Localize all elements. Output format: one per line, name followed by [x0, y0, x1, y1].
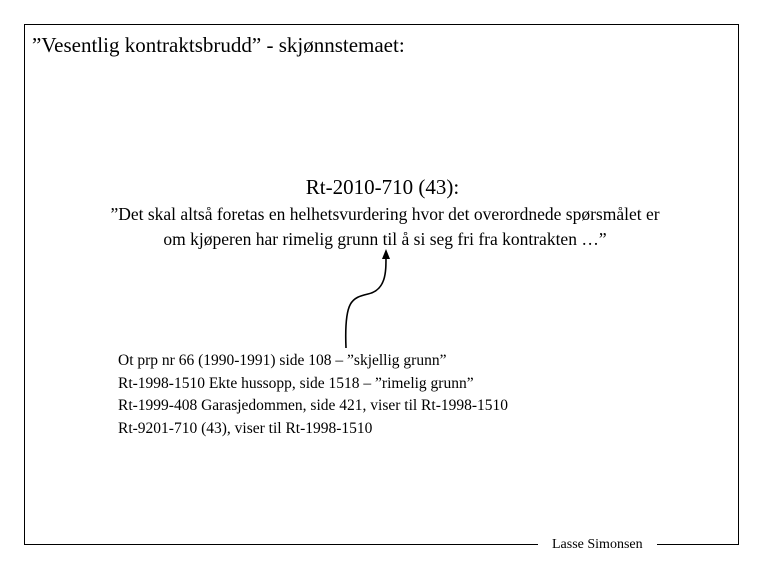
- source-list: [118, 350, 508, 440]
- slide-title: ”Vesentlig kontraktsbrudd” - skjønnstemaet:: [32, 33, 405, 57]
- footer-author: Lasse Simonsen: [538, 537, 657, 553]
- source-item: Rt-1998-1510 Ekte hussopp, side 1518 – ”rimelig grunn”: [118, 374, 474, 392]
- case-reference: Rt-2010-710 (43):: [305, 175, 460, 199]
- quote-line: ”Det skal altså foretas en helhetsvurdering hvor det overordnede spørsmålet er: [110, 204, 660, 224]
- source-item: Rt-1999-408 Garasjedommen, side 421, viser til Rt-1998-1510: [118, 397, 509, 414]
- source-item: Ot prp nr 66 (1990-1991) side 108 – ”skjellig grunn”: [118, 352, 447, 369]
- source-item: Rt-9201-710 (43), viser til Rt-1998-1510: [118, 419, 373, 437]
- slide-frame: [24, 24, 739, 545]
- quote-line: om kjøperen har rimelig grunn til å si seg fri fra kontrakten …”: [163, 229, 607, 249]
- quote-block: [40, 202, 730, 252]
